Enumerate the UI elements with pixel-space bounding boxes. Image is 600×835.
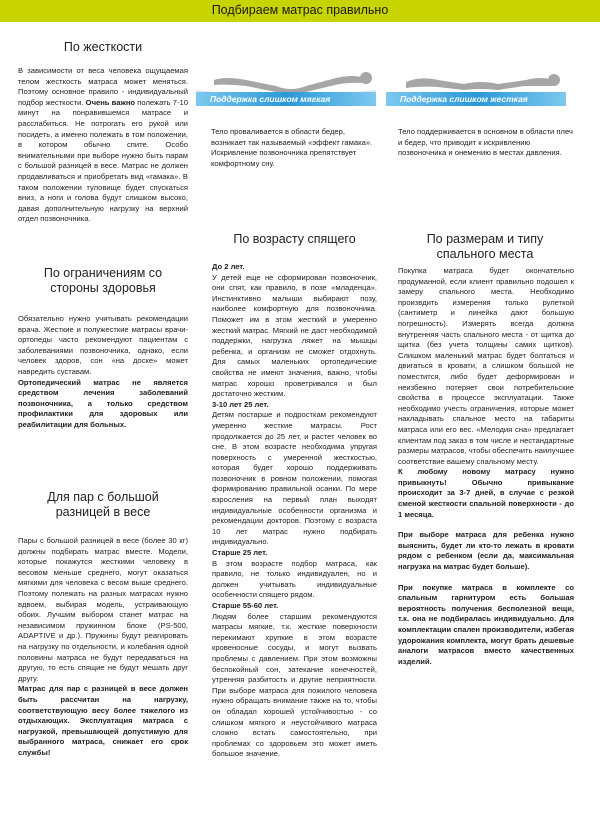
size-child-note: При выборе матраса для ребенка нужно выяснить, будет ли кто-то лежать в кровати рядом с ребенком (если да, максимальная нагрузка на матрас будет больше). — [398, 530, 574, 572]
age-text-over-55: Людям более старшим рекомендуются матрасы мягкие, т.к. жесткие поверхности перекимают хрупкие в этом возрасте кровеносные сосуды, и могут вызвать проблемы с давлением. При этом возможны беспокойный сон, затекание конечностей, утренняя разбитость и другие неприятности. При выборе матраса для пожилого человека нужно обращать внимание также на то, чтобы он обладал хорошей устойчивостью - со слишком мягкого и неустойчивого матраса сложно встать самостоятельно, при проблемах со здоровьем это может иметь большое значение. — [212, 611, 377, 759]
header-couples: Для пар с большой разницей в весе — [47, 490, 159, 519]
soft-support-label: Поддержка слишком мягкая — [210, 94, 331, 104]
age-heading-over-55: Старше 55-60 лет. — [212, 601, 279, 610]
soft-support-illustration — [196, 56, 376, 118]
age-text-3-10: Детям постарше и подросткам рекомендуют умеренно жесткие матрасы. Рост продолжается до 25 лет, и растет человек во сне. В этом возрасте необходима упругая поверхность с умеренной жесткостью, которая будет хорошо поддерживать позвоночник в ровном положении, помогая формированию правильной осанки. По мере взросления на первый план выходят индивидуальные особенности организма и рекомендации докторов. Поэтому с возраста 10 лет матрас нужно подбирать индивидуально. — [212, 410, 377, 547]
firmness-text — [18, 66, 188, 225]
title-banner — [0, 0, 600, 22]
health-paragraph-1: Обязательно нужно учитывать рекомендации врача. Жесткие и полужесткие матрасы врачи-ортопеды часто рекомендуют пациентам с заболеваниями позвоночника, однако, если человек здоров, сон «на доске» может навредить суставам. — [18, 314, 188, 376]
firmness-paragraph-2: полежать 7-10 минут на понравившемся матрасе и расслабиться. Не потрогать его рукой или посидеть, а именно полежать в том положении, в котором обычно спите. Особо внимательными при выборе нужно быть парам с большой разницей в весе. Матрас не должен продавливаться и приобретать вид «гамака». В таком положении туловище будет спускаться вниз, а ноги и голова будут слишком высоко, давая дополнительную нагрузку на верхний отдел позвоночника. — [18, 97, 188, 224]
couples-paragraph-1: Пары с большой разницей в весе (более 30 кг) должны подбирать матрас вместе. Модели, которые покажутся жесткими человеку в весовом меньше среднего, могут оказаться мягкими для человека с весом выше среднего. Поэтому полежать на разных матрасах нужно вдвоем, выбирая модель, устраивающую обоих. Лучшим выбором станет матрас на независимом пружинном блоке (PS-500, ADAPTIVE и др.). Пружины будут реагировать на нагрузку по отдельности, и колебания одной половины матраса не будут передаваться на другую, то есть спящие не будут мешать друг другу. — [18, 536, 188, 683]
mattress-hard-icon — [386, 56, 566, 118]
age-text-over-25: В этом возрасте подбор матраса, как правило, не только индивидуален, но и должен учитывать индивидуальные особенности спящего рядом. — [212, 558, 377, 600]
age-heading-3-10: 3-10 лет 25 лет. — [212, 399, 269, 409]
hard-support-illustration — [386, 56, 566, 118]
soft-support-caption: Тело проваливается в области бедер, возникает так называемый «эффект гамака». Искривление позвоночника препятствует комфортному сну. — [211, 127, 373, 168]
health-warning: Ортопедический матрас не является средством лечения заболеваний позвоночника, а только средством профилактики для здоровых или реабилитации для больных. — [18, 377, 188, 429]
couples-text — [18, 536, 188, 758]
age-heading-under-2: До 2 лет. — [212, 262, 245, 271]
health-text — [18, 314, 188, 431]
header-health: По ограничениям со стороны здоровья — [43, 266, 163, 295]
header-age: По возрасту спящего — [233, 232, 356, 246]
age-text-under-2: У детей еще не сформирован позвоночник, они спят, как правило, в позе «младенца». Инстинктивно малыши выбирают позу, наиболее комфортную для позвоночника. Поможет им в этом жесткий и умеренно жесткий матрас. Мягкий не даст необходимой поддержки, нагрузка ляжет на мышцы ребенка, и организм не сможет отдохнуть. Для самых маленьких ортопедические свойства не имеют значения, важно, чтобы матрас хорошо проветривался и был достаточно жестким. — [212, 272, 377, 399]
size-adaptation-note: К любому новому матрасу нужно привыкнуть! Обычно привыкание происходит за 3-7 дней, в случае с резкой сменой жесткости спальной поверхности - до 1 месяца. — [398, 467, 574, 519]
firmness-important: Очень важно — [85, 97, 136, 107]
age-text — [212, 262, 377, 760]
age-heading-over-25: Старше 25 лет. — [212, 548, 268, 558]
couples-warning: Матрас для пар с разницей в весе должен быть рассчитан на нагрузку, соответствующую весу более тяжелого из отдыхающих. Эксплуатация матраса с нагрузкой, превышающей допустимую для выбранного матраса, снижает его срок службы! — [18, 684, 188, 757]
header-size: По размерам и типу спального места — [426, 232, 544, 261]
hard-support-caption: Тело поддерживается в основном в области плеч и бедер, что приводит к искривлению позвоночника и онемению в местах давления. — [398, 127, 573, 158]
header-firmness: По жесткости — [63, 40, 143, 54]
size-text — [398, 266, 574, 667]
hard-support-label: Поддержка слишком жесткая — [400, 94, 528, 104]
size-set-note: При покупке матраса в комплекте со спальным гарнитуром есть большая вероятность получения бесполезной вещи, т.к. она не подбиралась индивидуально. Для комплектации спален производители, избегая удорожания комплекта, могут брать дешевые аналоги матрасов вместо качественных изделий. — [398, 582, 574, 666]
mattress-soft-icon — [196, 56, 376, 118]
size-paragraph-1: Покупка матраса будет окончательно продуманной, если клиент правильно подошел к замеру спального места. Необходимо произвдить измерения только рулеткой (сантиметр и линейка дают большую погрешность). Измерять всегда должна внутренняя часть спального места - от щитка до щитка (без учета толщины самих щитков). Слишком маленький матрас будет болтаться и двигаться в кровати, а слишком большой не поместится, либо будет деформирован и неизбежно потеряет свои потребительские свойства в процессе эксплуатации. Также необходимо учесть ограничения, которые может накладывать спальное место на габариты матраса или его вес. «Мелодия сна» предлагает клиентам под заказ в том числе и нестандартные размеры матрасов, чтобы обеспечить наилучшее соответствие вашему спальному месту. — [398, 266, 574, 466]
page-title: Подбираем матрас правильно — [211, 3, 389, 17]
firmness-paragraph-1: В зависимости от веса человека ощущаемая телом жесткость матраса может меняться. Поэтому основное правило - индивидуальный подбор жесткости. — [18, 66, 188, 107]
